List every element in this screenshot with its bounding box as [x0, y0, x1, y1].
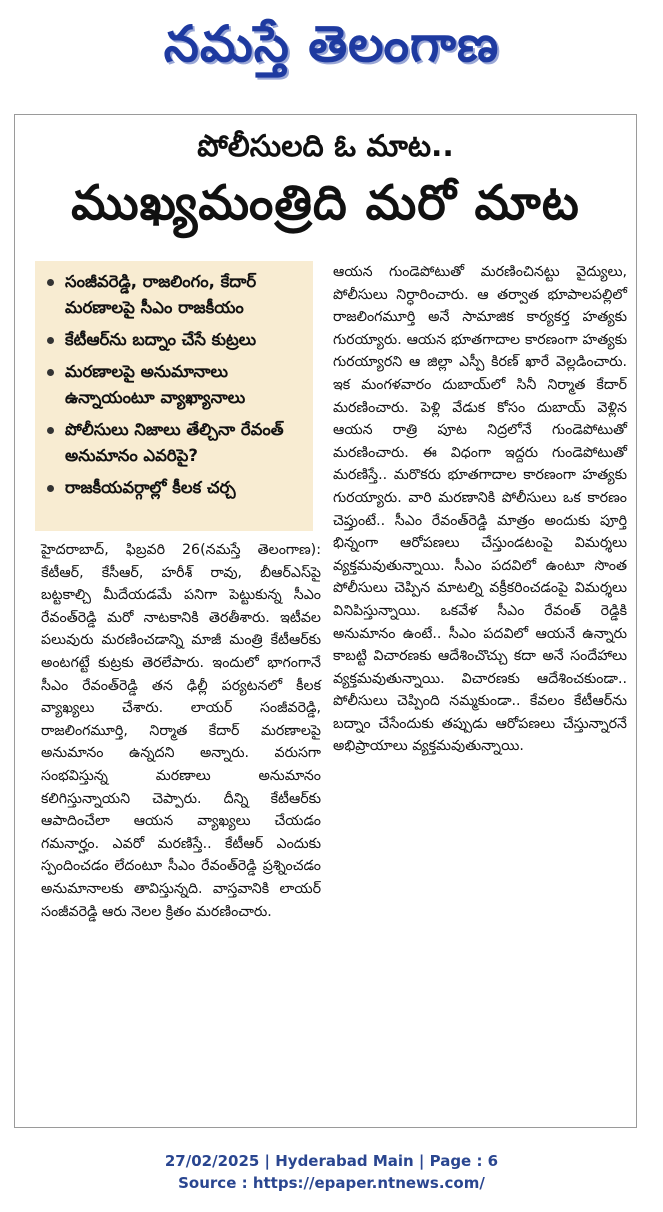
article-clipping [14, 114, 637, 1128]
article-headline: ముఖ్యమంత్రిది మరో మాట [71, 175, 580, 231]
highlight-item: కేటీఆర్‌ను బద్నాం చేసే కుట్రలు [43, 327, 305, 353]
edition-info: 27/02/2025 | Hyderabad Main | Page : 6 [164, 1152, 499, 1170]
source-link[interactable]: Source : https://epaper.ntnews.com/ [178, 1174, 485, 1192]
highlight-item: సంజీవరెడ్డి, రాజలింగం, కేదార్ మరణాలపై సీఎం రాజకీయం [43, 269, 305, 321]
bullet-icon [47, 279, 54, 286]
highlight-item: రాజకీయవర్గాల్లో కీలక చర్చ [43, 475, 305, 501]
article-body-left-column: హైదరాబాద్, ఫిబ్రవరి 26(నమస్తే తెలంగాణ): కేటీఆర్, కేసీఆర్, హరీశ్ రావు, బీఆర్‌ఎస్‌పై బట్టకాల్చి మీదేయడమే పనిగా పెట్టుకున్న సీఎం రేవంత్‌రెడ్డి మరో నాటకానికి తెరతీశారు. ఇటీవల పలువురు మరణించడాన్ని మాజీ మంత్రి కేటీఆర్‌కు అంటగట్టే కుట్రకు తెరలేపారు. ఇందులో భాగంగానే సీఎం రేవంత్‌రెడ్డి తన ఢిల్లీ పర్యటనలో కీలక వ్యాఖ్యలు చేశారు. లాయర్ సంజీవరెడ్డి, రాజలింగమూర్తి, నిర్మాత కేదార్ మరణాలపై అనుమానం ఉన్నదని అన్నారు. వరుసగా సంభవిస్తున్న మరణాలు అనుమానం కలిగిస్తున్నాయని చెప్పారు. దీన్ని కేటీఆర్‌కు ఆపాదించేలా ఆయన వ్యాఖ్యలు చేయడం గమనార్హం. ఎవరో మరణిస్తే.. కేటీఆర్ ఎందుకు స్పందించడం లేదంటూ సీఎం రేవంత్‌రెడ్డి ప్రశ్నించడం అనుమానాలకు తావిస్తున్నది. వాస్తవానికి లాయర్ సంజీవరెడ్డి ఆరు నెలల క్రితం మరణించారు. [41, 542, 321, 920]
highlight-item: పోలీసులు నిజాలు తేల్చినా రేవంత్ అనుమానం ఎవరిపై? [43, 417, 305, 469]
article-kicker: పోలీసులది ఓ మాట.. [197, 129, 454, 164]
highlights-box [35, 261, 313, 531]
bullet-icon [47, 337, 54, 344]
page-footer [0, 1150, 663, 1194]
bullet-icon [47, 427, 54, 434]
newspaper-logo: నమస్తే తెలంగాణ [163, 14, 500, 73]
highlights-list [43, 269, 305, 501]
masthead [0, 0, 663, 100]
bullet-icon [47, 485, 54, 492]
article-body-right-column: ఆయన గుండెపోటుతో మరణించినట్టు వైద్యులు, పోలీసులు నిర్ధారించారు. ఆ తర్వాత భూపాలపల్లిలో రాజలింగమూర్తి అనే సామాజిక కార్యకర్త హత్యకు గురయ్యారు. ఆయన భూతగాదాల కారణంగా హత్యకు గురయ్యారని ఆ జిల్లా ఎస్పీ కిరణ్ ఖారే వెల్లడించారు. ఇక మంగళవారం దుబాయ్‌లో సినీ నిర్మాత కేదార్ మరణించారు. పెళ్లి వేడుక కోసం దుబాయ్ వెళ్లిన ఆయన రాత్రి పూట నిద్రలోనే గుండెపోటుతో మరణించారు. ఈ విధంగా ఇద్దరు గుండెపోటుతో మరణిస్తే.. మరొకరు భూతగాదాల కారణంగా హత్యకు గురయ్యారు. వారి మరణానికి పోలీసులు ఒక కారణం చెప్తుంటే.. సీఎం రేవంత్‌రెడ్డి మాత్రం అందుకు పూర్తి భిన్నంగా ఆరోపణలు చేస్తుండటంపై విమర్శలు వ్యక్తమవుతున్నాయి. సీఎం పదవిలో ఉంటూ సొంత పోలీసులు చెప్పిన మాటల్ని వక్రీకరించడంపై విమర్శలు వినిపిస్తున్నాయి. ఒకవేళ సీఎం రేవంత్ రెడ్డికి అనుమానం ఉంటే.. సీఎం పదవిలో ఆయనే ఉన్నారు కాబట్టి విచారణకు ఆదేశించొచ్చు కదా అనే సందేహాలు వ్యక్తమవుతున్నాయి. విచారణకు ఆదేశించకుండా.. పోలీసులు చెప్పింది నమ్మకుండా.. కేవలం కేటీఆర్‌ను బద్నాం చేసేందుకు తప్పుడు ఆరోపణలు చేస్తున్నారనే అభిప్రాయాలు వ్యక్తమవుతున్నాయి. [333, 264, 627, 755]
bullet-icon [47, 369, 54, 376]
highlight-item: మరణాలపై అనుమానాలు ఉన్నాయంటూ వ్యాఖ్యానాలు [43, 359, 305, 411]
